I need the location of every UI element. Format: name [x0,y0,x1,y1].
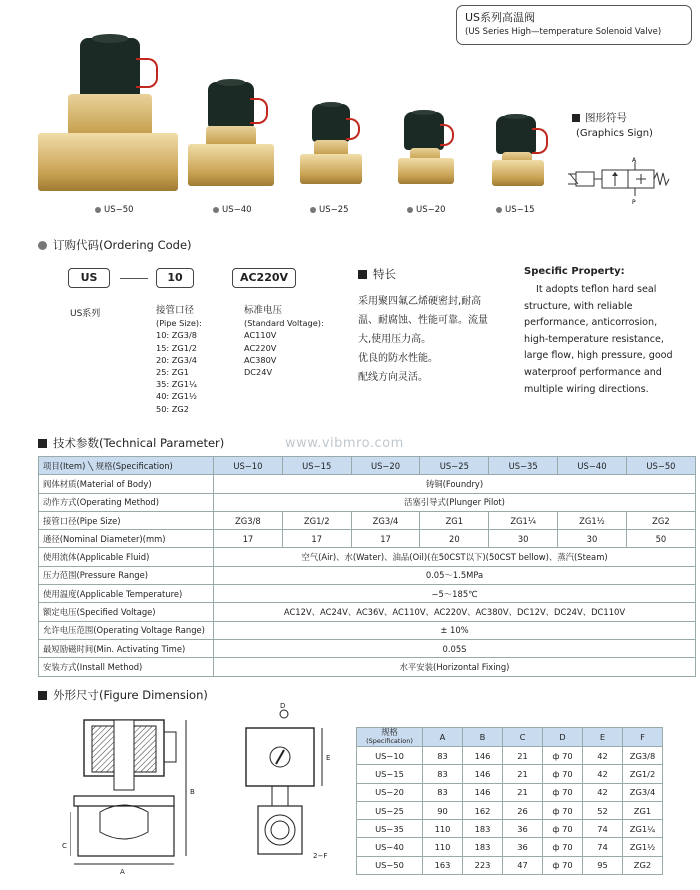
code-box-voltage: AC220V [232,268,296,288]
table-row: US−40 110 183 36 ф 70 74 ZG1½ [357,838,663,856]
watermark: www.vibmro.com [285,436,404,451]
code-series-desc: US系列 [70,309,101,319]
table-row: US−10 83 146 21 ф 70 42 ZG3/8 [357,747,663,765]
table-row: US−50 163 223 47 ф 70 95 ZG2 [357,856,663,874]
dimension-heading: 外形尺寸(Figure Dimension) [38,687,208,703]
features-heading: 特长 [358,266,396,282]
model-label-us25: US−25 [310,205,349,215]
valve-image-us40 [188,82,274,188]
table-row: US−15 83 146 21 ф 70 42 ZG1/2 [357,765,663,783]
graphics-sign-subheading: (Graphics Sign) [576,128,653,139]
valve-image-us20 [398,112,458,186]
dimension-label-f: 2−F [313,852,328,860]
table-row: 额定电压(Specified Voltage) AC12V、AC24V、AC36V、AC110V、AC220V、AC380V、DC12V、DC24V、DC110V [39,603,696,621]
series-subtitle: (US Series High—temperature Solenoid Valve) [465,27,662,37]
series-title-box [456,5,692,45]
table-row: 使用流体(Applicable Fluid) 空气(Air)、水(Water)、油品(Oil)(在50CST以下)(50CST bellow)、蒸汽(Steam) [39,548,696,566]
table-row: US−25 90 162 26 ф 70 52 ZG1 [357,801,663,819]
pipe-size-list: 接管口径 (Pipe Size): 10: ZG3/8 15: ZG1/2 20: ZG3/4 25: ZG1 35: ZG1¼ 40: ZG1½ 50: ZG2 [156,305,202,414]
valve-image-us25 [300,104,362,186]
code-separator [120,278,148,279]
port-a-label: A [632,157,637,164]
table-row: 通径(Nominal Diameter)(mm) 17 17 17 20 30 30 50 [39,530,696,548]
tech-heading: 技术参数(Technical Parameter) [38,435,224,451]
dimension-label-a: A [120,868,125,876]
code-box-series: US [68,268,110,288]
dimension-label-e: E [326,754,331,762]
port-p-label: P [632,199,636,206]
graphics-sign-heading: 图形符号 [572,110,627,125]
table-row: 阀体材质(Material of Body) 铸铜(Foundry) [39,475,696,493]
table-row: 允许电压范围(Operating Voltage Range) ± 10% [39,621,696,639]
code-box-size: 10 [156,268,194,288]
table-row: 动作方式(Operating Method) 活塞引导式(Plunger Pilot) [39,493,696,511]
features-text: 采用聚四氟乙烯硬密封,耐高 温、耐腐蚀、性能可靠。流量 大,使用压力高。 优良的防水性能。 配线方向灵活。 [358,296,488,383]
valve-front-drawing [232,704,332,874]
table-row: 最短励磁时间(Min. Activating Time) 0.05S [39,639,696,657]
voltage-list: 标准电压 (Standard Voltage): AC110V AC220V AC380V DC24V [244,305,324,378]
table-row: 压力范围(Pressure Range) 0.05～1.5MPa [39,566,696,584]
valve-image-us50 [38,38,178,193]
model-label-us50: US−50 [95,205,134,215]
model-label-us15: US−15 [496,205,535,215]
table-row: 使用温度(Applicable Temperature) −5～185℃ [39,585,696,603]
table-header-row: 项目(Item) ╲ 规格(Specification) US−10 US−15 US−20 US−25 US−35 US−40 US−50 [39,457,696,475]
table-row: US−35 110 183 36 ф 70 74 ZG1¼ [357,820,663,838]
valve-section-drawing [70,712,200,882]
table-row: US−20 83 146 21 ф 70 42 ZG3/4 [357,783,663,801]
model-label-us40: US−40 [213,205,252,215]
valve-symbol-icon [566,156,670,206]
property-text: It adopts teflon hard seal structure, with reliable performance, anticorrosion, high-temperature resistance, large flow, high pressure, good waterproof performance and multiple wiring directions. [524,284,673,395]
property-heading: Specific Property: [524,266,625,277]
table-row: 接管口径(Pipe Size) ZG3/8 ZG1/2 ZG3/4 ZG1 ZG1¼ ZG1½ ZG2 [39,511,696,529]
table-row: 安装方式(Install Method) 水平安装(Horizontal Fixing) [39,658,696,676]
tech-table [38,456,696,677]
model-label-us20: US−20 [407,205,446,215]
table-header-row: 规格 (Specification) A B C D E F [357,728,663,747]
ordering-code-heading: 订购代码(Ordering Code) [38,237,192,253]
valve-image-us15 [492,116,554,188]
dimension-table [356,727,663,875]
series-title: US系列高温阀 [465,11,536,24]
dimension-label-c: C [62,842,67,850]
dimension-label-b: B [190,788,195,796]
dimension-label-d: D [280,702,286,710]
